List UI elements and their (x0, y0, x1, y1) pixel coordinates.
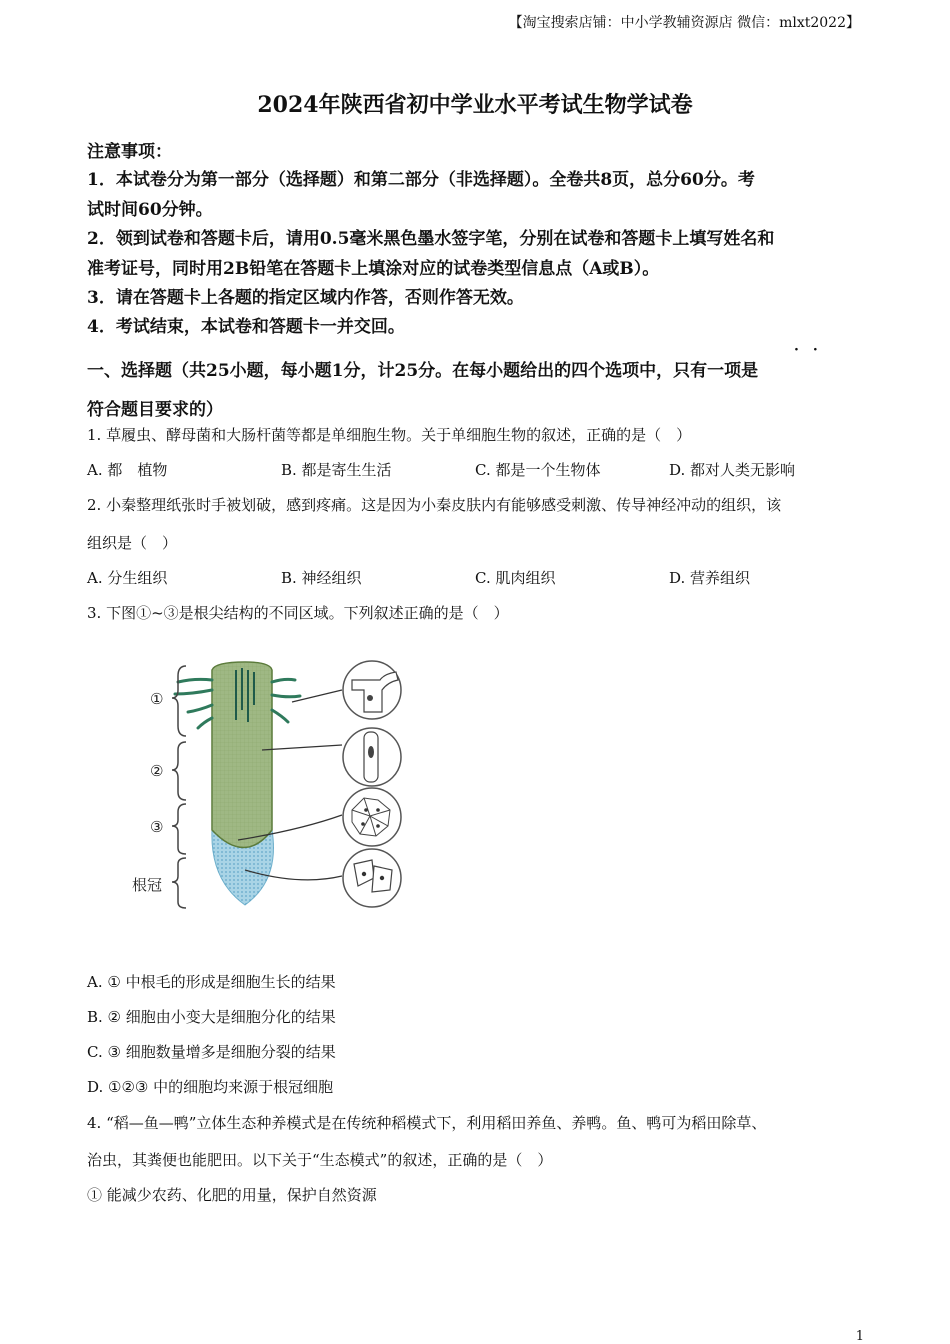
q4-stem-2: 治虫，其粪便也能肥田。以下关于“生态模式”的叙述，正确的是（ ） (87, 1151, 553, 1169)
q2-option-a: A. 分生组织 (87, 569, 168, 587)
section1-line1: 一、选择题（共25小题，每小题1分，计25分。在每小题给出的四个选项中，只有一项是 (87, 361, 759, 381)
q3-option-d: D. ①②③ 中的细胞均来源于根冠细胞 (87, 1078, 334, 1096)
notes-heading: 注意事项： (87, 142, 172, 162)
emphasis-dots: ·· (794, 342, 832, 358)
detail-elongation-cell (343, 728, 401, 786)
q1-option-b: B. 都是寄生生活 (281, 461, 392, 479)
q3-option-c: C. ③ 细胞数量增多是细胞分裂的结果 (87, 1043, 336, 1061)
q4-stem-1: 4. “稻—鱼—鸭”立体生态种养模式是在传统种稻模式下，利用稻田养鱼、养鸭。鱼、鸭可为稻田除草、 (87, 1114, 767, 1132)
label-root-cap: 根冠 (132, 876, 163, 894)
section1-line2: 符合题目要求的） (87, 400, 223, 420)
detail-root-hair-cell (343, 661, 401, 719)
page-number: 1 (855, 1329, 864, 1344)
note-3: 3．请在答题卡上各题的指定区域内作答，否则作答无效。 (87, 288, 524, 308)
q2-option-c: C. 肌肉组织 (475, 569, 556, 587)
q2-option-b: B. 神经组织 (281, 569, 362, 587)
label-zone-2: ② (150, 762, 164, 780)
q2-option-d: D. 营养组织 (669, 569, 751, 587)
note-2b: 准考证号，同时用2B铅笔在答题卡上填涂对应的试卷类型信息点（A或B）。 (87, 259, 660, 279)
page-header: 【淘宝搜索店铺：中小学教辅资源店 微信：mlxt2022】 (508, 15, 860, 31)
note-4: 4．考试结束，本试卷和答题卡一并交回。 (87, 317, 405, 337)
q1-option-d: D. 都对人类无影响 (669, 461, 796, 479)
q3-option-a: A. ① 中根毛的形成是细胞生长的结果 (87, 973, 336, 991)
label-zone-1: ① (150, 690, 164, 708)
root-tip-figure (120, 650, 420, 920)
exam-title: 2024年陕西省初中学业水平考试生物学试卷 (257, 92, 693, 118)
q3-option-b: B. ② 细胞由小变大是细胞分化的结果 (87, 1008, 336, 1026)
q1-stem: 1. 草履虫、酵母菌和大肠杆菌等都是单细胞生物。关于单细胞生物的叙述，正确的是（ ） (87, 426, 692, 444)
q3-stem: 3. 下图①~③是根尖结构的不同区域。下列叙述正确的是（ ） (87, 604, 509, 622)
q2-stem-1: 2. 小秦整理纸张时手被划破，感到疼痛。这是因为小秦皮肤内有能够感受刺激、传导神经冲动的组织，该 (87, 496, 782, 514)
note-1a: 1．本试卷分为第一部分（选择题）和第二部分（非选择题）。全卷共8页，总分60分。考 (87, 170, 755, 190)
q1-option-a: A. 都 植物 (87, 461, 168, 479)
q4-item-1: ① 能减少农药、化肥的用量，保护自然资源 (87, 1186, 377, 1204)
label-zone-3: ③ (150, 818, 164, 836)
detail-meristem-cells (343, 788, 401, 846)
q1-option-c: C. 都是一个生物体 (475, 461, 601, 479)
q2-stem-2: 组织是（ ） (87, 534, 178, 552)
note-1b: 试时间60分钟。 (87, 200, 213, 220)
note-2a: 2．领到试卷和答题卡后，请用0.5毫米黑色墨水签字笔，分别在试卷和答题卡上填写姓名和 (87, 229, 775, 249)
detail-root-cap-cells (343, 849, 401, 907)
